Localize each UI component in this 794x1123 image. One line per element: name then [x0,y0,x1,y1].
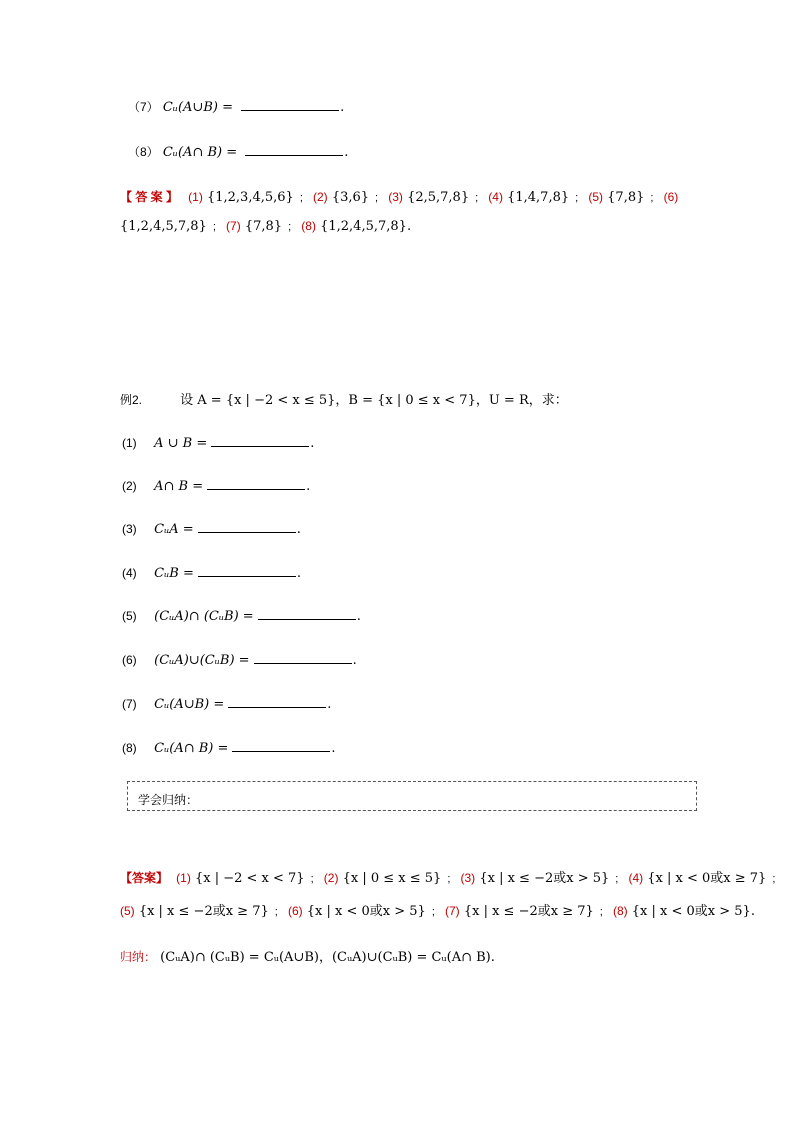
answer-blank [232,739,330,752]
question-number: （7） [128,100,159,114]
question-number: （8） [128,145,159,159]
ex2-question-5: (5) (CᵤA)∩ (CᵤB) = . [122,609,361,624]
summary-label: 学会归纳： [138,793,199,807]
answer-value: {x | x ≤ −2或x ≥ 7} [463,904,594,919]
answer-number: (8) [301,219,316,233]
question-number: (5) [122,609,137,623]
ex2-answers-line2: (5) {x | x ≤ −2或x ≥ 7} ; (6) {x | x < 0或x > 5} ; (7) {x | x ≤ −2或x ≥ 7} ; (8) {x | x < 0或x > 5}. [120,904,755,919]
answer-blank [198,564,296,577]
ex2-question-8: (8) Cᵤ(A∩ B) = . [122,741,336,756]
answer-value: {7,8} [244,219,283,234]
question-7 [128,98,344,115]
answer-blank [228,695,326,708]
answer-blank [245,143,343,156]
period: . [340,100,345,115]
answer-number: (4) [488,190,503,204]
answer-value: {3,6} [331,190,370,205]
answer-value: {x | 0 ≤ x ≤ 5} [342,871,442,886]
period: . [344,145,349,160]
example-2-statement [120,389,568,408]
question-number: (6) [122,653,137,667]
induction-line [120,946,495,965]
answer-value: {x | x < 0或x ≥ 7} [647,871,767,886]
ex2-question-7: (7) Cᵤ(A∪B) = . [122,697,332,712]
answer-value: {x | x < 0或x > 5} [631,904,751,919]
induction-label: 归纳： [120,950,157,964]
question-expression: A ∪ B = [154,436,208,451]
question-expression: Cᵤ(A∪B) = [154,697,225,712]
answer-value: {x | x ≤ −2或x ≥ 7} [138,904,269,919]
answer-number: (7) [226,219,241,233]
question-expression: A∩ B = [154,479,204,494]
answer-tag: 【 答 案 】 [120,190,179,204]
question-expression: CᵤB = [154,566,194,581]
question-number: (2) [122,479,137,493]
summary-box [127,781,697,811]
part1-answers-line1: 【 答 案 】 (1) {1,2,3,4,5,6} ; (2) {3,6} ; (3) {2,5,7,8} ; (4) {1,4,7,8} ; (5) {7,8} ; (6) [120,190,679,205]
answer-number: (5) [120,904,135,918]
answer-blank [211,434,309,447]
answer-number: (3) [460,871,476,885]
answer-number: (4) [628,871,644,885]
question-expression: Cᵤ(A∪B) = [162,100,233,115]
question-expression: Cᵤ(A∩ B) = [154,741,229,756]
answer-blank [207,477,305,490]
answer-value: {1,2,4,5,7,8} [320,219,407,234]
question-expression: CᵤA = [154,522,194,537]
answer-blank [254,651,352,664]
answer-number: (1) [176,871,191,885]
ex2-question-6: (6) (CᵤA)∪(CᵤB) = . [122,653,357,668]
induction-text: (CᵤA)∩ (CᵤB) = Cᵤ(A∪B)，(CᵤA)∪(CᵤB) = Cᵤ(A∩ B). [160,950,495,965]
answer-value: {x | x ≤ −2或x > 5} [479,871,610,886]
question-number: (7) [122,697,137,711]
question-8 [128,143,348,160]
question-expression: Cᵤ(A∩ B) = [162,145,238,160]
question-number: (4) [122,566,137,580]
question-number: (8) [122,741,137,755]
ex2-question-3: (3) CᵤA = . [122,522,301,537]
ex2-answers-line1: 【答案】 (1) {x | −2 < x < 7} ; (2) {x | 0 ≤ x ≤ 5} ; (3) {x | x ≤ −2或x > 5} ; (4) {x | x < 0或x ≥ 7} ; [120,871,776,886]
answer-number: (5) [588,190,604,204]
answer-value: {1,2,3,4,5,6} [206,190,294,205]
example-statement: 设 A = {x | −2 < x ≤ 5}，B = {x | 0 ≤ x < 7}，U = R，求： [180,393,568,408]
ex2-question-4: (4) CᵤB = . [122,566,301,581]
answer-tag: 【答案】 [120,871,169,885]
answer-value: {7,8} [607,190,645,205]
answer-number: (3) [388,190,403,204]
question-number: (1) [122,436,137,450]
answer-number: (7) [445,904,460,918]
answer-blank [198,520,296,533]
question-number: (3) [122,522,137,536]
answer-blank [258,607,356,620]
answer-number: (1) [188,190,203,204]
question-expression: (CᵤA)∪(CᵤB) = [154,653,250,668]
answer-number: (6) [663,190,679,204]
answer-number: (2) [313,190,328,204]
answer-number: (2) [323,871,339,885]
answer-number: (8) [612,904,628,918]
answer-value: {x | x < 0或x > 5} [306,904,426,919]
ex2-question-1: (1) A ∪ B = . [122,436,315,451]
example-label: 例2. [120,393,143,407]
answer-blank [241,98,339,111]
ex2-question-2: (2) A∩ B = . [122,479,311,494]
answer-value: {1,4,7,8} [507,190,570,205]
part1-answers-line2: {1,2,4,5,7,8} ; (7) {7,8} ; (8) {1,2,4,5,7,8}. [120,219,412,234]
answer-value: {x | −2 < x < 7} [194,871,305,886]
answer-value: {1,2,4,5,7,8} [120,219,207,234]
question-expression: (CᵤA)∩ (CᵤB) = [154,609,254,624]
answer-value: {2,5,7,8} [407,190,470,205]
answer-number: (6) [287,904,303,918]
